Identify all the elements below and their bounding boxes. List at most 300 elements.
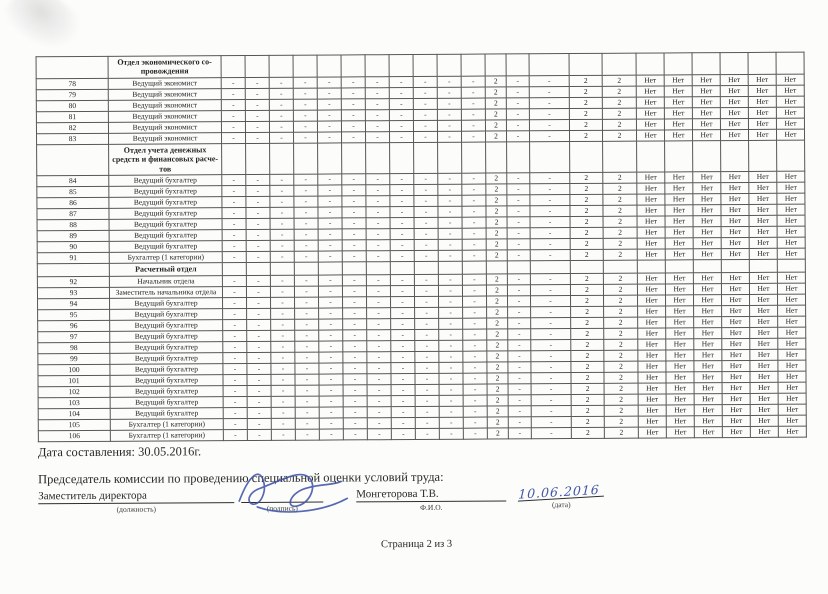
value-cell: Нет xyxy=(777,182,805,193)
value-cell xyxy=(414,262,438,275)
date-caption: (дата) xyxy=(551,500,571,510)
value-cell: Нет xyxy=(694,394,722,405)
value-cell: - xyxy=(390,229,414,240)
value-cell: 2 xyxy=(604,350,638,361)
value-cell: - xyxy=(367,330,391,341)
value-cell: - xyxy=(439,340,463,351)
value-cell: Нет xyxy=(750,426,778,437)
value-cell: Нет xyxy=(722,339,750,350)
section-title-cell: Отдел экономического со- провождения xyxy=(108,56,221,79)
value-cell xyxy=(366,143,390,174)
value-cell: - xyxy=(529,108,569,119)
value-cell xyxy=(294,143,318,174)
value-cell: - xyxy=(530,285,570,296)
value-cell: - xyxy=(531,351,571,362)
value-cell: Нет xyxy=(638,295,666,306)
value-cell: Нет xyxy=(777,226,805,237)
job-title-cell: Ведущий бухгалтер xyxy=(109,186,222,198)
value-cell: Нет xyxy=(638,416,666,427)
job-title-cell: Ведущий бухгалтер xyxy=(110,386,223,398)
value-cell: - xyxy=(391,418,415,429)
value-cell: - xyxy=(506,87,529,98)
value-cell: - xyxy=(367,308,391,319)
sout-assessment-table xyxy=(36,52,807,443)
value-cell: - xyxy=(507,217,530,228)
value-cell: - xyxy=(269,88,293,99)
value-cell xyxy=(390,262,414,275)
name-caption: Ф.И.О. xyxy=(420,502,443,512)
value-cell: - xyxy=(414,229,438,240)
job-title-cell: Ведущий экономист xyxy=(108,100,221,112)
value-cell: - xyxy=(366,229,390,240)
value-cell: - xyxy=(463,296,487,307)
value-cell: - xyxy=(342,229,366,240)
value-cell: - xyxy=(531,296,571,307)
value-cell: - xyxy=(318,207,342,218)
value-cell: - xyxy=(463,307,487,318)
value-cell xyxy=(749,259,777,272)
value-cell: 2 xyxy=(571,428,604,439)
row-number-cell xyxy=(37,264,109,277)
value-cell: Нет xyxy=(749,193,777,204)
value-cell: - xyxy=(270,174,294,185)
value-cell: Нет xyxy=(748,74,776,85)
value-cell: - xyxy=(223,419,247,430)
value-cell: Нет xyxy=(666,328,694,339)
value-cell: - xyxy=(295,341,319,352)
value-cell xyxy=(603,260,637,273)
value-cell: - xyxy=(415,330,439,341)
value-cell: - xyxy=(508,351,531,362)
value-cell: 2 xyxy=(487,395,508,406)
value-cell: - xyxy=(222,208,246,219)
value-cell: 2 xyxy=(571,384,604,395)
value-cell: Нет xyxy=(694,416,722,427)
value-cell: 2 xyxy=(571,307,604,318)
row-number-cell: 93 xyxy=(37,288,109,299)
value-cell: - xyxy=(461,87,485,98)
value-cell: 2 xyxy=(602,108,636,119)
value-cell: Нет xyxy=(636,97,664,108)
value-cell: - xyxy=(530,184,570,195)
value-cell: - xyxy=(247,353,271,364)
value-cell: Нет xyxy=(776,74,804,85)
value-cell: - xyxy=(438,285,462,296)
value-cell: - xyxy=(223,386,247,397)
value-cell: - xyxy=(367,396,391,407)
value-cell: - xyxy=(391,308,415,319)
value-cell: - xyxy=(222,186,246,197)
value-cell: - xyxy=(270,251,294,262)
value-cell: 2 xyxy=(485,98,506,109)
value-cell: - xyxy=(319,407,343,418)
value-cell: Нет xyxy=(665,249,693,260)
value-cell: Нет xyxy=(637,227,665,238)
value-cell: 2 xyxy=(603,183,637,194)
value-cell: 2 xyxy=(603,249,637,260)
value-cell: - xyxy=(246,175,270,186)
value-cell: - xyxy=(439,351,463,362)
value-cell: - xyxy=(271,319,295,330)
job-title-cell: Ведущий бухгалтер xyxy=(110,364,223,376)
value-cell: Нет xyxy=(777,171,805,182)
value-cell xyxy=(570,261,603,274)
value-cell: 2 xyxy=(485,131,506,142)
value-cell: Нет xyxy=(778,294,806,305)
value-cell: - xyxy=(413,76,437,87)
value-cell: - xyxy=(413,120,437,131)
value-cell: Нет xyxy=(778,404,806,415)
value-cell: - xyxy=(367,363,391,374)
value-cell: 2 xyxy=(486,206,507,217)
value-cell: - xyxy=(271,385,295,396)
value-cell: - xyxy=(508,428,531,439)
value-cell: - xyxy=(342,218,366,229)
value-cell: Нет xyxy=(750,404,778,415)
value-cell: 2 xyxy=(571,329,604,340)
value-cell: Нет xyxy=(722,427,750,438)
value-cell xyxy=(366,262,390,275)
value-cell: - xyxy=(389,120,413,131)
value-cell: 2 xyxy=(604,339,638,350)
value-cell: 2 xyxy=(570,184,603,195)
value-cell: - xyxy=(508,340,531,351)
value-cell: Нет xyxy=(777,248,805,259)
value-cell: - xyxy=(438,184,462,195)
value-cell: Нет xyxy=(777,193,805,204)
value-cell xyxy=(603,141,637,173)
value-cell: - xyxy=(343,352,367,363)
value-cell: - xyxy=(507,184,530,195)
value-cell: Нет xyxy=(638,427,666,438)
value-cell: 2 xyxy=(571,406,604,417)
value-cell: Нет xyxy=(721,284,749,295)
value-cell: - xyxy=(439,428,463,439)
value-cell: Нет xyxy=(666,350,694,361)
value-cell: - xyxy=(414,174,438,185)
value-cell xyxy=(530,261,570,274)
value-cell: Нет xyxy=(692,86,720,97)
value-cell: - xyxy=(223,430,247,441)
value-cell: - xyxy=(438,206,462,217)
value-cell: - xyxy=(462,206,486,217)
value-cell: - xyxy=(413,87,437,98)
value-cell: Нет xyxy=(692,108,720,119)
value-cell: - xyxy=(531,373,571,384)
value-cell: - xyxy=(415,396,439,407)
value-cell: - xyxy=(391,429,415,440)
value-cell: - xyxy=(343,308,367,319)
value-cell: - xyxy=(293,77,317,88)
value-cell: Нет xyxy=(720,74,748,85)
value-cell: - xyxy=(531,395,571,406)
value-cell: - xyxy=(366,286,390,297)
value-cell: - xyxy=(508,296,531,307)
value-cell: - xyxy=(462,195,486,206)
row-number-cell: 84 xyxy=(37,176,109,187)
job-title-cell: Ведущий экономист xyxy=(108,89,221,101)
value-cell: Нет xyxy=(749,171,777,182)
value-cell: - xyxy=(366,218,390,229)
value-cell: - xyxy=(462,228,486,239)
value-cell: - xyxy=(223,331,247,342)
value-cell: - xyxy=(271,341,295,352)
value-cell: - xyxy=(365,110,389,121)
value-cell: 2 xyxy=(486,217,507,228)
value-cell: Нет xyxy=(636,108,664,119)
value-cell: - xyxy=(341,132,365,143)
value-cell: 2 xyxy=(486,228,507,239)
value-cell: 2 xyxy=(570,195,603,206)
value-cell: - xyxy=(507,274,530,285)
value-cell: - xyxy=(389,87,413,98)
value-cell: Нет xyxy=(750,360,778,371)
value-cell: - xyxy=(319,374,343,385)
value-cell: - xyxy=(221,121,245,132)
value-cell: - xyxy=(413,131,437,142)
value-cell: Нет xyxy=(777,283,805,294)
value-cell: - xyxy=(223,309,247,320)
value-cell: - xyxy=(342,174,366,185)
value-cell: - xyxy=(221,77,245,88)
value-cell: 2 xyxy=(570,228,603,239)
value-cell: 2 xyxy=(487,428,508,439)
value-cell: - xyxy=(390,185,414,196)
value-cell: - xyxy=(366,196,390,207)
value-cell: Нет xyxy=(722,350,750,361)
value-cell: Нет xyxy=(666,427,694,438)
value-cell xyxy=(776,52,804,74)
value-cell xyxy=(636,53,664,75)
row-number-cell: 83 xyxy=(37,133,109,144)
value-cell: Нет xyxy=(692,75,720,86)
value-cell: Нет xyxy=(693,238,721,249)
value-cell: Нет xyxy=(638,339,666,350)
value-cell: - xyxy=(463,406,487,417)
value-cell: Нет xyxy=(666,372,694,383)
row-number-cell: 80 xyxy=(36,100,108,111)
value-cell: - xyxy=(271,352,295,363)
row-number-cell: 79 xyxy=(36,89,108,100)
value-cell: - xyxy=(461,120,485,131)
value-cell: 2 xyxy=(571,318,604,329)
signatory-position-block xyxy=(38,489,234,514)
value-cell: - xyxy=(531,417,571,428)
value-cell xyxy=(438,142,462,173)
value-cell: Нет xyxy=(694,350,722,361)
value-cell: Нет xyxy=(637,205,665,216)
value-cell: - xyxy=(462,250,486,261)
value-cell: - xyxy=(506,131,529,142)
value-cell: Нет xyxy=(664,75,692,86)
row-number-cell: 94 xyxy=(38,299,110,310)
value-cell: Нет xyxy=(776,96,804,107)
value-cell xyxy=(569,53,602,75)
value-cell: 2 xyxy=(571,395,604,406)
value-cell: Нет xyxy=(665,284,693,295)
job-title-cell: Ведущий экономист xyxy=(108,111,221,123)
value-cell: Нет xyxy=(778,426,806,437)
value-cell: Нет xyxy=(750,371,778,382)
value-cell xyxy=(222,143,246,174)
value-cell: - xyxy=(293,132,317,143)
value-cell: Нет xyxy=(750,415,778,426)
value-cell: - xyxy=(295,429,319,440)
value-cell: - xyxy=(414,207,438,218)
value-cell: - xyxy=(319,330,343,341)
value-cell: - xyxy=(462,239,486,250)
value-cell: - xyxy=(294,286,318,297)
value-cell: - xyxy=(295,319,319,330)
handwritten-date: 10.06.2016 xyxy=(518,483,605,502)
value-cell: - xyxy=(414,275,438,286)
row-number-cell: 105 xyxy=(38,420,110,431)
value-cell: - xyxy=(367,341,391,352)
value-cell: - xyxy=(415,429,439,440)
value-cell: - xyxy=(271,407,295,418)
value-cell: 2 xyxy=(604,361,638,372)
value-cell: - xyxy=(365,88,389,99)
value-cell: - xyxy=(365,77,389,88)
value-cell: Нет xyxy=(778,338,806,349)
value-cell: - xyxy=(439,318,463,329)
signature-date-block xyxy=(517,481,604,510)
value-cell: - xyxy=(245,77,269,88)
value-cell: Нет xyxy=(638,372,666,383)
value-cell: - xyxy=(319,363,343,374)
value-cell xyxy=(270,262,294,275)
value-cell xyxy=(507,142,530,173)
value-cell: 2 xyxy=(486,195,507,206)
value-cell: - xyxy=(508,406,531,417)
value-cell: - xyxy=(318,218,342,229)
value-cell: Нет xyxy=(720,118,748,129)
value-cell: Нет xyxy=(722,295,750,306)
value-cell xyxy=(461,54,485,76)
value-cell: - xyxy=(317,132,341,143)
value-cell: - xyxy=(508,329,531,340)
value-cell: - xyxy=(270,218,294,229)
value-cell: Нет xyxy=(694,405,722,416)
table-body xyxy=(36,52,806,442)
value-cell: - xyxy=(294,229,318,240)
value-cell: - xyxy=(461,109,485,120)
value-cell: - xyxy=(531,340,571,351)
value-cell: - xyxy=(222,197,246,208)
value-cell: Нет xyxy=(722,405,750,416)
value-cell: Нет xyxy=(692,129,720,140)
value-cell: - xyxy=(365,121,389,132)
value-cell: Нет xyxy=(721,238,749,249)
value-cell: Нет xyxy=(722,372,750,383)
value-cell: - xyxy=(439,395,463,406)
value-cell: Нет xyxy=(722,361,750,372)
value-cell: - xyxy=(294,275,318,286)
value-cell: - xyxy=(438,228,462,239)
value-cell: Нет xyxy=(749,226,777,237)
value-cell: - xyxy=(222,230,246,241)
value-cell: - xyxy=(413,109,437,120)
compilation-date: Дата составления: 30.05.2016г. xyxy=(37,444,202,460)
value-cell: 2 xyxy=(603,227,637,238)
value-cell: - xyxy=(439,406,463,417)
value-cell: - xyxy=(343,407,367,418)
value-cell: 2 xyxy=(571,362,604,373)
row-number-cell: 92 xyxy=(37,277,109,288)
value-cell: Нет xyxy=(665,194,693,205)
value-cell: 2 xyxy=(603,284,637,295)
value-cell: - xyxy=(222,276,246,287)
row-number-cell: 97 xyxy=(38,332,110,343)
value-cell: - xyxy=(530,195,570,206)
value-cell: - xyxy=(438,250,462,261)
row-number-cell: 100 xyxy=(38,365,110,376)
value-cell: - xyxy=(529,75,569,86)
value-cell: - xyxy=(318,251,342,262)
value-cell: Нет xyxy=(637,194,665,205)
value-cell: Нет xyxy=(778,382,806,393)
value-cell: Нет xyxy=(721,172,749,183)
value-cell: - xyxy=(390,207,414,218)
value-cell: - xyxy=(415,407,439,418)
value-cell: - xyxy=(271,396,295,407)
value-cell: - xyxy=(366,185,390,196)
value-cell: - xyxy=(414,251,438,262)
value-cell: Нет xyxy=(694,383,722,394)
value-cell: - xyxy=(223,408,247,419)
job-title-cell: Ведущий бухгалтер xyxy=(110,331,223,343)
value-cell: 2 xyxy=(571,373,604,384)
value-cell: - xyxy=(414,286,438,297)
value-cell: - xyxy=(463,329,487,340)
value-cell: Нет xyxy=(722,394,750,405)
value-cell: - xyxy=(294,196,318,207)
value-cell: Нет xyxy=(694,339,722,350)
value-cell: - xyxy=(463,340,487,351)
value-cell: - xyxy=(271,418,295,429)
value-cell: - xyxy=(508,307,531,318)
value-cell: - xyxy=(221,110,245,121)
value-cell: 2 xyxy=(487,417,508,428)
value-cell: - xyxy=(319,308,343,319)
value-cell: - xyxy=(463,395,487,406)
value-cell: - xyxy=(343,363,367,374)
value-cell: - xyxy=(365,132,389,143)
position-caption: (должность) xyxy=(116,504,157,514)
value-cell: - xyxy=(508,373,531,384)
value-cell: - xyxy=(294,240,318,251)
value-cell: - xyxy=(389,109,413,120)
value-cell: - xyxy=(295,363,319,374)
row-number-cell: 101 xyxy=(38,376,110,387)
value-cell xyxy=(462,142,486,173)
value-cell: - xyxy=(507,195,530,206)
value-cell xyxy=(570,141,603,173)
value-cell: - xyxy=(507,239,530,250)
job-title-cell: Ведущий бухгалтер xyxy=(110,353,223,365)
value-cell: - xyxy=(365,99,389,110)
value-cell: Нет xyxy=(777,272,805,283)
value-cell xyxy=(692,53,720,75)
value-cell: - xyxy=(530,173,570,184)
job-title-cell: Ведущий бухгалтер xyxy=(109,208,222,220)
value-cell: - xyxy=(437,109,461,120)
value-cell: Нет xyxy=(750,382,778,393)
value-cell: Нет xyxy=(637,238,665,249)
value-cell: 2 xyxy=(486,173,507,184)
value-cell: - xyxy=(223,375,247,386)
value-cell: Нет xyxy=(749,204,777,215)
